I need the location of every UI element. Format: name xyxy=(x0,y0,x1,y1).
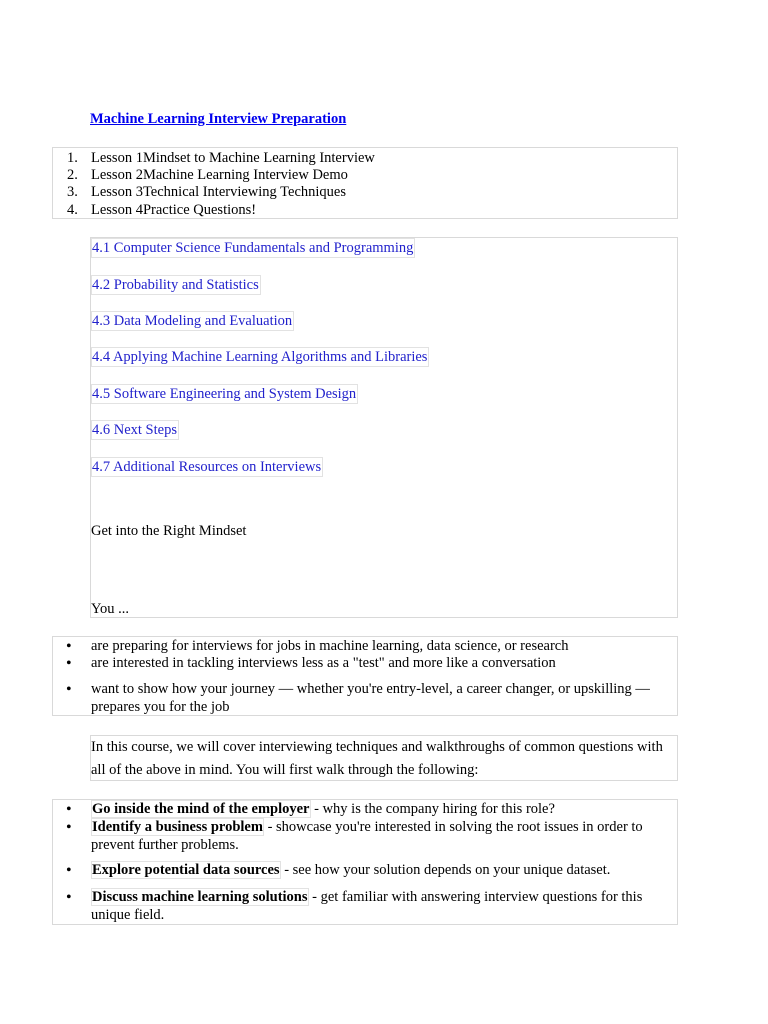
toc-link-4-5[interactable]: 4.5 Software Engineering and System Design xyxy=(92,386,357,402)
step-title: Identify a business problem xyxy=(92,819,263,835)
lesson-number: 2. xyxy=(67,167,78,183)
lesson-4-contents xyxy=(90,237,678,618)
toc-link-4-6[interactable]: 4.6 Next Steps xyxy=(92,422,177,438)
audience-list xyxy=(52,636,678,716)
step-description: - why is the company hiring for this role? xyxy=(310,801,555,817)
bullet-icon: • xyxy=(66,638,72,655)
step-description: - showcase you're interested in solving the root issues in order to prevent further problems. xyxy=(91,819,643,853)
steps-list xyxy=(52,799,678,925)
list-item-text xyxy=(91,819,677,854)
intro-paragraph: In this course, we will cover interviewing techniques and walkthroughs of common questions with all of the above in mind. You will first walk through the following: xyxy=(90,735,678,781)
list-item-text xyxy=(91,801,677,819)
toc-link-4-3[interactable]: 4.3 Data Modeling and Evaluation xyxy=(92,313,293,329)
you-label: You ... xyxy=(91,601,130,617)
toc-link-4-7[interactable]: 4.7 Additional Resources on Interviews xyxy=(92,459,322,475)
lesson-number: 3. xyxy=(67,184,78,200)
bullet-icon: • xyxy=(66,889,72,906)
bullet-icon: • xyxy=(66,862,72,879)
lesson-number: 1. xyxy=(67,150,78,166)
list-item-text: are preparing for interviews for jobs in machine learning, data science, or research xyxy=(91,638,569,654)
step-description: - get familiar with answering interview questions for this unique field. xyxy=(91,889,643,923)
toc-link-4-2[interactable]: 4.2 Probability and Statistics xyxy=(92,277,259,293)
lesson-number: 4. xyxy=(67,202,78,218)
bullet-icon: • xyxy=(66,819,72,836)
toc-link-4-1[interactable]: 4.1 Computer Science Fundamentals and Programming xyxy=(92,240,414,256)
course-title-link[interactable]: Machine Learning Interview Preparation xyxy=(90,111,347,127)
step-title: Go inside the mind of the employer xyxy=(92,801,310,817)
list-item-text xyxy=(91,862,677,880)
step-title: Explore potential data sources xyxy=(92,862,280,878)
lesson-label[interactable]: Lesson 1Mindset to Machine Learning Interview xyxy=(91,150,375,166)
bullet-icon: • xyxy=(66,655,72,672)
mindset-heading: Get into the Right Mindset xyxy=(91,523,247,539)
lesson-label[interactable]: Lesson 4Practice Questions! xyxy=(91,202,257,218)
list-item-text: want to show how your journey — whether you're entry-level, a career changer, or upskilling — prepares you for the job xyxy=(91,681,650,715)
bullet-icon: • xyxy=(66,681,72,698)
step-title: Discuss machine learning solutions xyxy=(92,889,308,905)
bullet-icon: • xyxy=(66,801,72,818)
step-description: - see how your solution depends on your unique dataset. xyxy=(280,862,611,878)
lesson-label[interactable]: Lesson 3Technical Interviewing Techniques xyxy=(91,184,346,200)
toc-link-4-4[interactable]: 4.4 Applying Machine Learning Algorithms and Libraries xyxy=(92,349,428,365)
lesson-label[interactable]: Lesson 2Machine Learning Interview Demo xyxy=(91,167,348,183)
list-item-text xyxy=(91,889,677,924)
lesson-list xyxy=(52,147,678,219)
list-item-text: are interested in tackling interviews less as a "test" and more like a conversation xyxy=(91,655,556,671)
